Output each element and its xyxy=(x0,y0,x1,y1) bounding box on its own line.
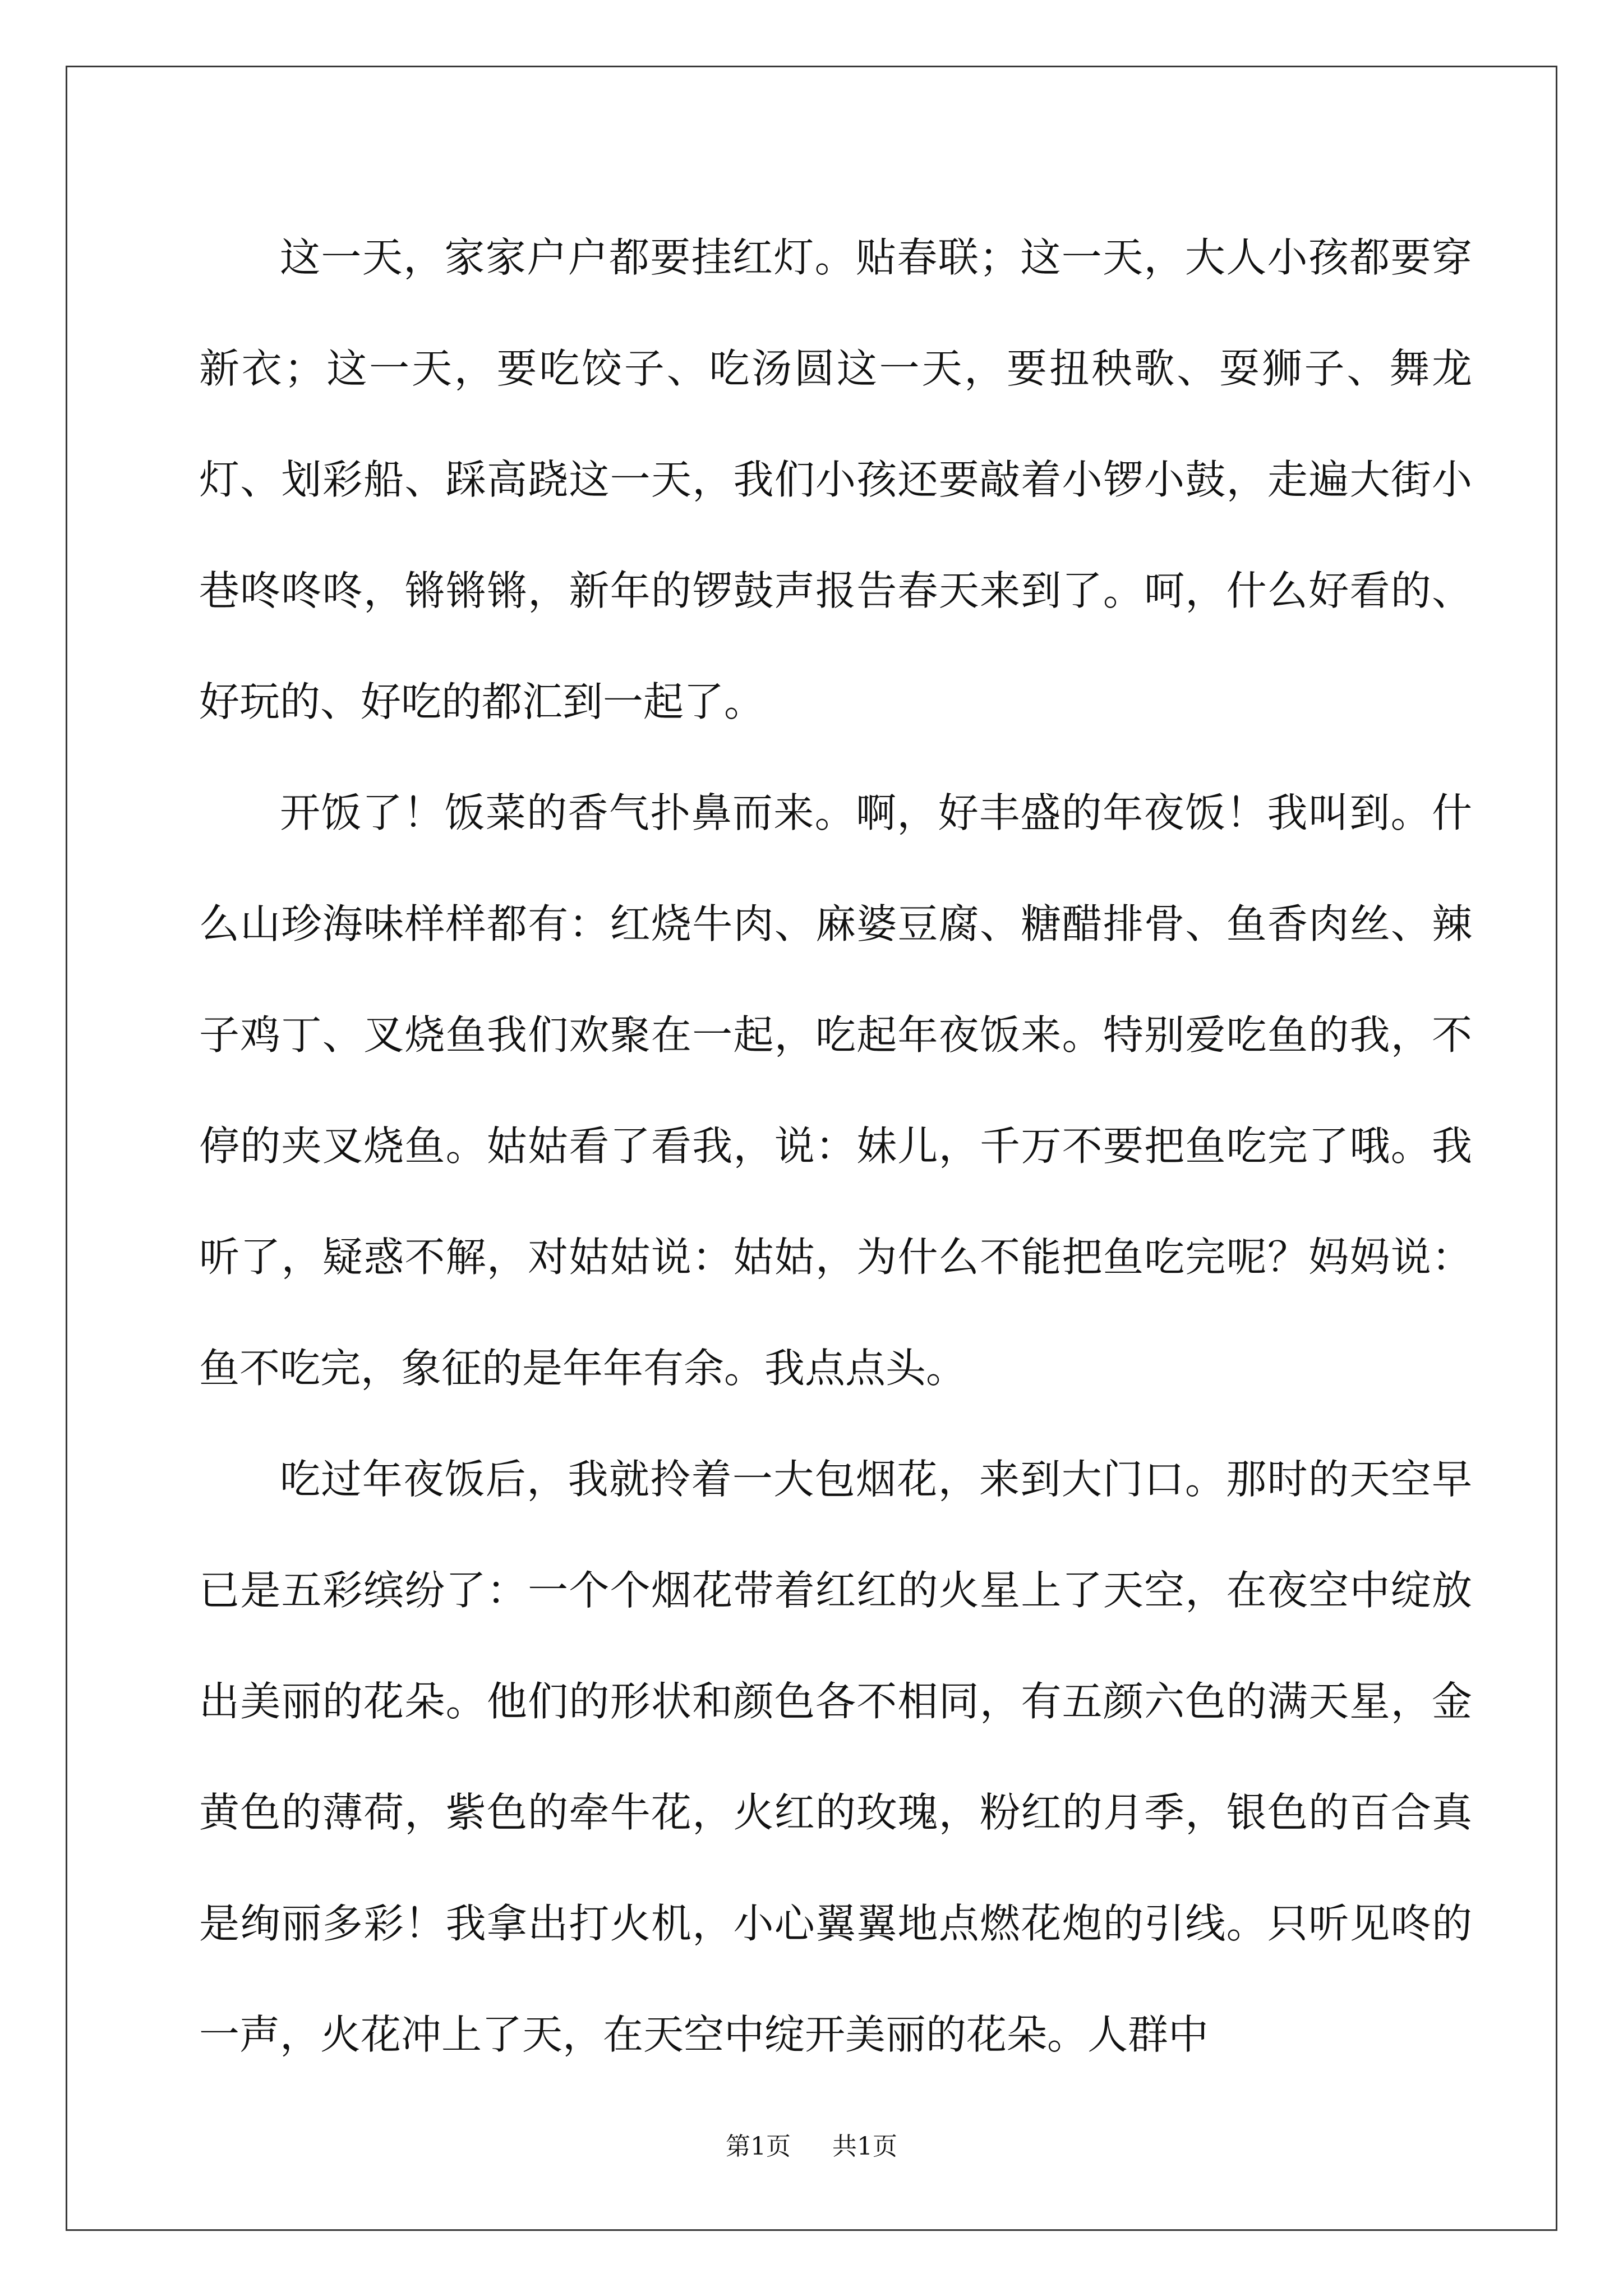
paragraph-fireworks: 吃过年夜饭后，我就拎着一大包烟花，来到大门口。那时的天空早已是五彩缤纷了：一个个烟花带着红红的火星上了天空，在夜空中绽放出美丽的花朵。他们的形状和颜色各不相同，有五颜六色的满天星，金黄色的薄荷，紫色的牵牛花，火红的玫瑰，粉红的月季，银色的百合真是绚丽多彩！我拿出打火机，小心翼翼地点燃花炮的引线。只听见咚的一声，火花冲上了天，在天空中绽开美丽的花朵。人群中 xyxy=(199,1456,1472,2058)
page-footer xyxy=(0,2126,1623,2162)
document-body xyxy=(199,202,1472,2090)
paragraph-new-year-customs: 这一天，家家户户都要挂红灯。贴春联；这一天，大人小孩都要穿新衣；这一天，要吃饺子、吃汤圆这一天，要扭秧歌、耍狮子、舞龙灯、划彩船、踩高跷这一天，我们小孩还要敲着小锣小鼓，走遍大街小巷咚咚咚，锵锵锵，新年的锣鼓声报告春天来到了。呵，什么好看的、好玩的、好吃的都汇到一起了。 xyxy=(199,234,1472,725)
page-total: 共1页 xyxy=(832,2132,897,2161)
paragraph-new-year-dinner: 开饭了！饭菜的香气扑鼻而来。啊，好丰盛的年夜饭！我叫到。什么山珍海味样样都有：红烧牛肉、麻婆豆腐、糖醋排骨、鱼香肉丝、辣子鸡丁、叉烧鱼我们欢聚在一起，吃起年夜饭来。特别爱吃鱼的我，不停的夹叉烧鱼。姑姑看了看我，说：妹儿，千万不要把鱼吃完了哦。我听了，疑惑不解，对姑姑说：姑姑，为什么不能把鱼吃完呢？妈妈说：鱼不吃完，象征的是年年有余。我点点头。 xyxy=(199,789,1472,1392)
page-number: 第1页 xyxy=(726,2132,791,2161)
